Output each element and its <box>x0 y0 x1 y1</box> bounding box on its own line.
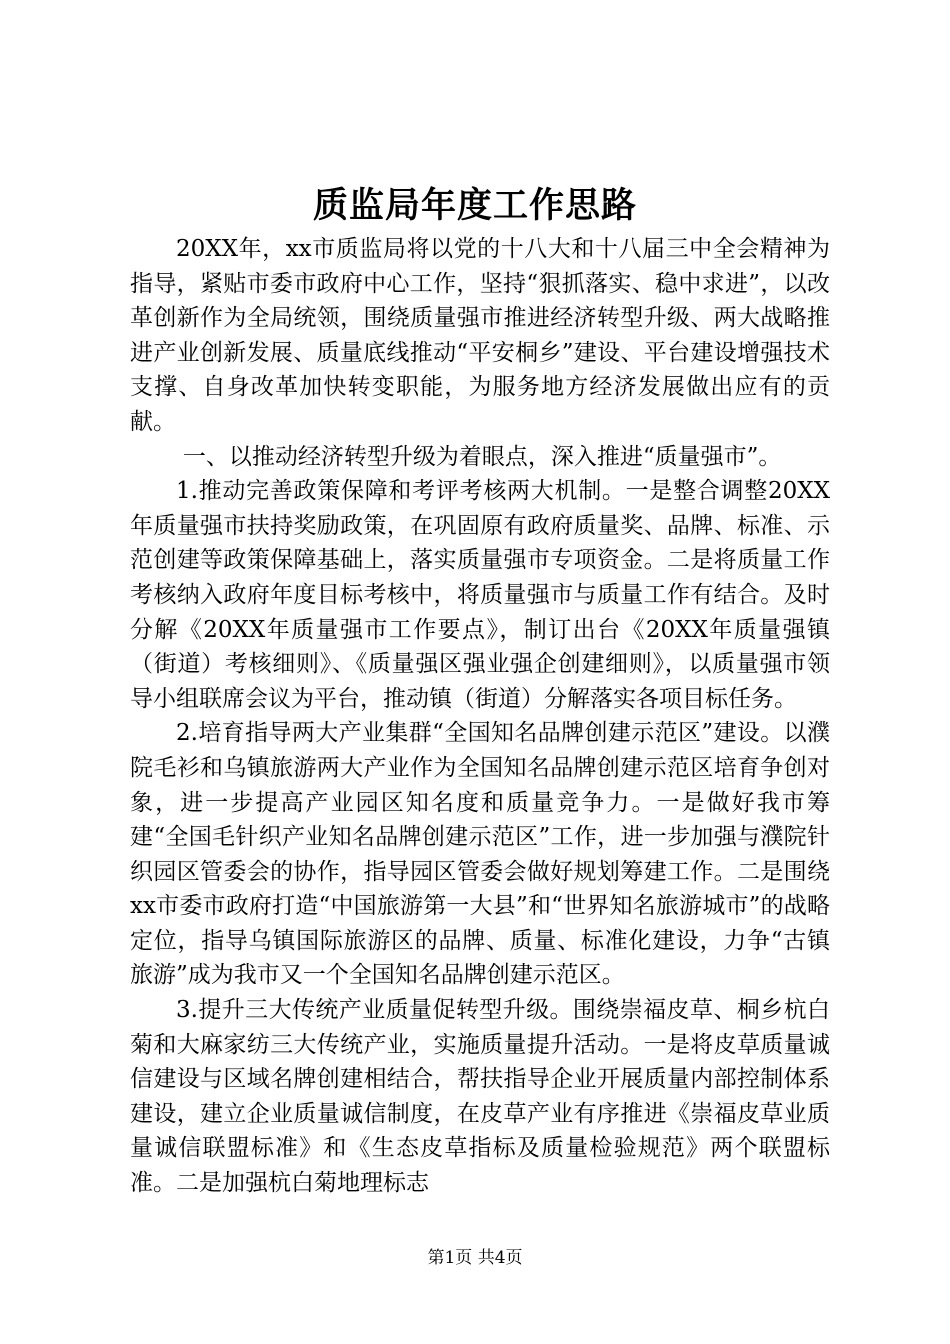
document-body <box>130 232 830 1201</box>
paragraph-item-1: 1.推动完善政策保障和考评考核两大机制。一是整合调整20XX年质量强市扶持奖励政策，在巩固原有政府质量奖、品牌、标准、示范创建等政策保障基础上，落实质量强市专项资金。二是将质量工作考核纳入政府年度目标考核中，将质量强市与质量工作有结合。及时分解《20XX年质量强市工作要点》，制订出台《20XX年质量强镇（街道）考核细则》、《质量强区强业强企创建细则》，以质量强市领导小组联席会议为平台，推动镇（街道）分解落实各项目标任务。 <box>130 478 830 712</box>
page-number-footer: 第1页 共4页 <box>427 1248 523 1268</box>
section-heading-1: 一、以推动经济转型升级为着眼点，深入推进“质量强市”。 <box>182 443 782 470</box>
paragraph-item-2: 2.培育指导两大产业集群“全国知名品牌创建示范区”建设。以濮院毛衫和乌镇旅游两大产业作为全国知名品牌创建示范区培育争创对象，进一步提高产业园区知名度和质量竞争力。一是做好我市筹建“全国毛针织产业知名品牌创建示范区”工作，进一步加强与濮院针织园区管委会的协作，指导园区管委会做好规划筹建工作。二是围绕xx市委市政府打造“中国旅游第一大县”和“世界知名旅游城市”的战略定位，指导乌镇国际旅游区的品牌、质量、标准化建设，力争“古镇旅游”成为我市又一个全国知名品牌创建示范区。 <box>130 720 830 989</box>
document-title: 质监局年度工作思路 <box>312 186 637 226</box>
paragraph-intro: 20XX年，xx市质监局将以党的十八大和十八届三中全会精神为指导，紧贴市委市政府中心工作，坚持“狠抓落实、稳中求进”，以改革创新作为全局统领，围绕质量强市推进经济转型升级、两大战略推进产业创新发展、质量底线推动“平安桐乡”建设、平台建设增强技术支撑、自身改革加快转变职能，为服务地方经济发展做出应有的贡献。 <box>130 236 830 435</box>
paragraph-item-3: 3.提升三大传统产业质量促转型升级。围绕崇福皮草、桐乡杭白菊和大麻家纺三大传统产业，实施质量提升活动。一是将皮草质量诚信建设与区域名牌创建相结合，帮扶指导企业开展质量内部控制体系建设，建立企业质量诚信制度，在皮草产业有序推进《崇福皮草业质量诚信联盟标准》和《生态皮草指标及质量检验规范》两个联盟标准。二是加强杭白菊地理标志 <box>130 997 830 1197</box>
